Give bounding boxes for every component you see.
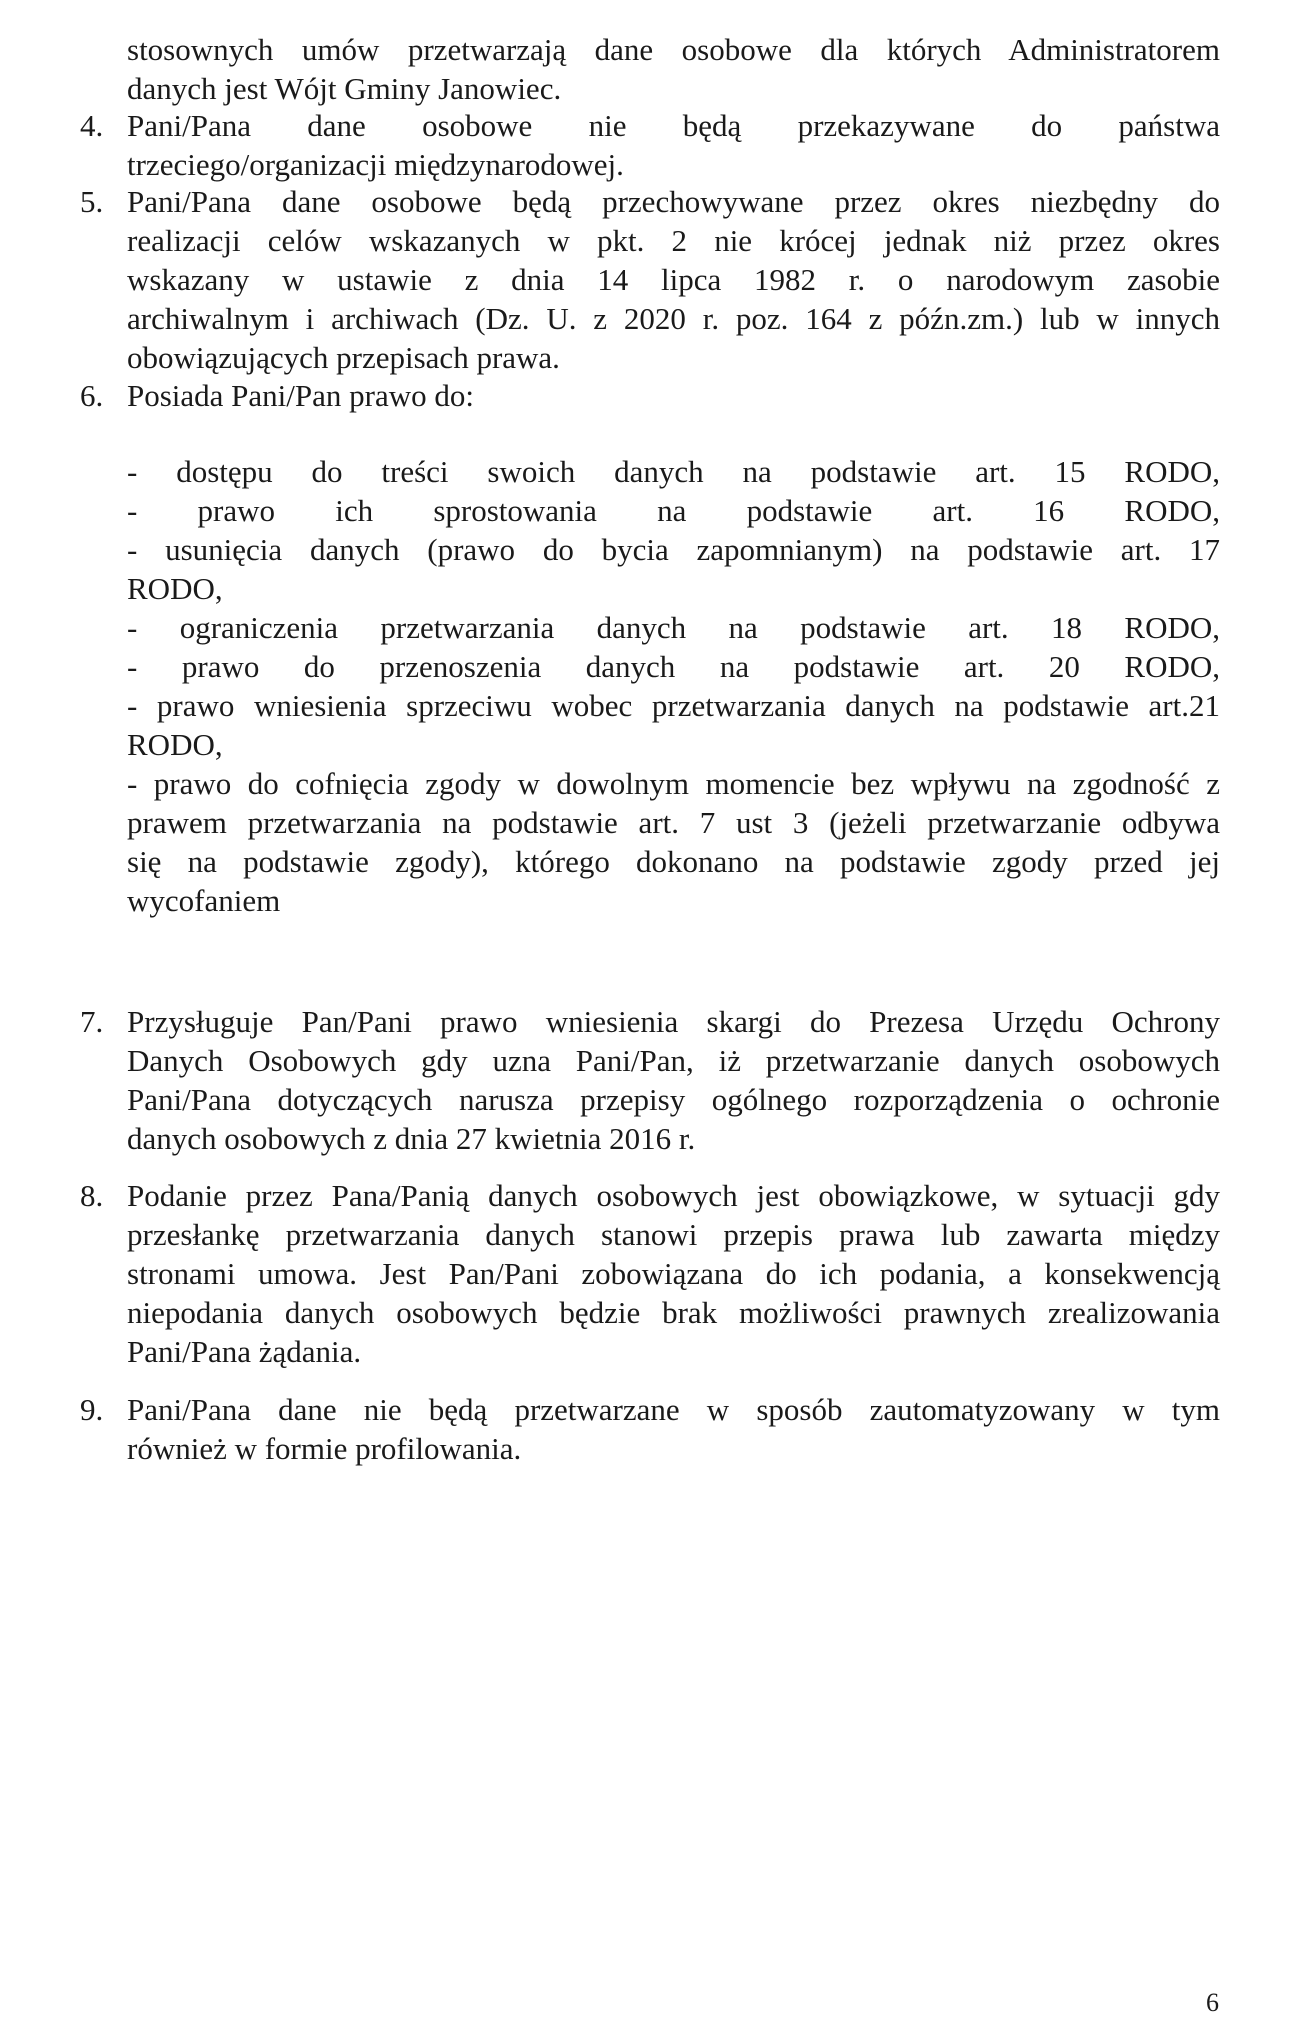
list-item: - prawo do przenoszenia danych na podstawie art. 20 RODO, xyxy=(127,649,1220,684)
list-item: - prawo do cofnięcia zgody w dowolnym momencie bez wpływu na zgodność z xyxy=(127,766,1220,801)
page-number: 6 xyxy=(1206,1988,1219,2017)
list-item: RODO, xyxy=(127,727,223,762)
list-item: - prawo wniesienia sprzeciwu wobec przetwarzania danych na podstawie art.21 xyxy=(127,688,1220,723)
text-line: Pani/Pana dane nie będą przetwarzane w sposób zautomatyzowany w tym xyxy=(127,1392,1220,1427)
text-line: również w formie profilowania. xyxy=(127,1431,522,1466)
item-number-9: 9. xyxy=(80,1392,104,1427)
text-line: realizacji celów wskazanych w pkt. 2 nie krócej jednak niż przez okres xyxy=(127,223,1220,258)
paragraph-item-8 xyxy=(127,1176,1220,1371)
text-line: archiwalnym i archiwach (Dz. U. z 2020 r. poz. 164 z późn.zm.) lub w innych xyxy=(127,301,1220,336)
paragraph-item-5 xyxy=(127,182,1220,377)
item-number-4: 4. xyxy=(80,108,104,143)
text-line: niepodania danych osobowych będzie brak możliwości prawnych zrealizowania xyxy=(127,1295,1220,1330)
text-line: Podanie przez Pana/Panią danych osobowych jest obowiązkowe, w sytuacji gdy xyxy=(127,1178,1220,1213)
list-item: - dostępu do treści swoich danych na podstawie art. 15 RODO, xyxy=(127,454,1220,489)
list-item: - ograniczenia przetwarzania danych na podstawie art. 18 RODO, xyxy=(127,610,1220,645)
text-line: Pani/Pana dane osobowe nie będą przekazywane do państwa xyxy=(127,108,1220,143)
paragraph-item-9 xyxy=(127,1390,1220,1468)
item-number-7: 7. xyxy=(80,1004,104,1039)
rights-list xyxy=(127,452,1220,920)
text-line: obowiązujących przepisach prawa. xyxy=(127,340,560,375)
text-line: Pani/Pana żądania. xyxy=(127,1334,362,1369)
text-line: stosownych umów przetwarzają dane osobowe dla których Administratorem xyxy=(127,32,1220,67)
paragraph-item-6 xyxy=(127,376,1220,415)
item-number-8: 8. xyxy=(80,1178,104,1213)
text-line: Danych Osobowych gdy uzna Pani/Pan, iż przetwarzanie danych osobowych xyxy=(127,1043,1220,1078)
paragraph-item-4 xyxy=(127,106,1220,184)
list-item: - usunięcia danych (prawo do bycia zapomnianym) na podstawie art. 17 xyxy=(127,532,1220,567)
text-line: danych osobowych z dnia 27 kwietnia 2016 r. xyxy=(127,1121,696,1156)
text-line: wskazany w ustawie z dnia 14 lipca 1982 r. o narodowym zasobie xyxy=(127,262,1220,297)
text-line: Przysługuje Pan/Pani prawo wniesienia skargi do Prezesa Urzędu Ochrony xyxy=(127,1004,1220,1039)
text-line: Pani/Pana dotyczących narusza przepisy ogólnego rozporządzenia o ochronie xyxy=(127,1082,1220,1117)
list-item: RODO, xyxy=(127,571,223,606)
text-line: Posiada Pani/Pan prawo do: xyxy=(127,378,474,413)
text-line: przesłankę przetwarzania danych stanowi przepis prawa lub zawarta między xyxy=(127,1217,1220,1252)
list-item: wycofaniem xyxy=(127,883,281,918)
text-line: danych jest Wójt Gminy Janowiec. xyxy=(127,71,562,106)
text-line: trzeciego/organizacji międzynarodowej. xyxy=(127,147,624,182)
paragraph-continuation xyxy=(127,30,1220,108)
text-line: stronami umowa. Jest Pan/Pani zobowiązana do ich podania, a konsekwencją xyxy=(127,1256,1220,1291)
list-item: się na podstawie zgody), którego dokonano na podstawie zgody przed jej xyxy=(127,844,1220,879)
paragraph-item-7 xyxy=(127,1002,1220,1158)
list-item: prawem przetwarzania na podstawie art. 7 ust 3 (jeżeli przetwarzanie odbywa xyxy=(127,805,1220,840)
item-number-5: 5. xyxy=(80,184,104,219)
text-line: Pani/Pana dane osobowe będą przechowywane przez okres niezbędny do xyxy=(127,184,1220,219)
list-item: - prawo ich sprostowania na podstawie art. 16 RODO, xyxy=(127,493,1220,528)
item-number-6: 6. xyxy=(80,378,104,413)
